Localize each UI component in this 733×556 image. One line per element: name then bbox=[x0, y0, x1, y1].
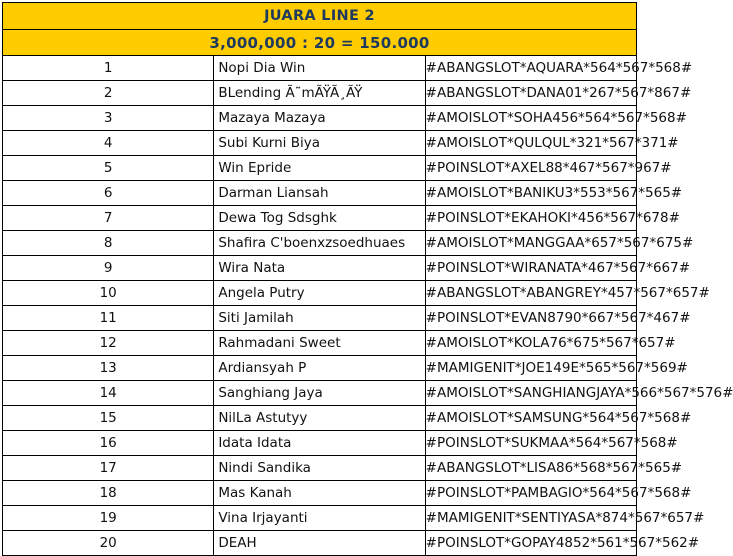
winner-code: #AMOISLOT*KOLA76*675*567*657# bbox=[425, 331, 636, 356]
table-row bbox=[3, 306, 637, 331]
winner-name: BLending Ã˜mÃŸÃ¸ÃŸ bbox=[214, 81, 425, 106]
row-number: 15 bbox=[3, 406, 214, 431]
winner-name: NilLa Astutyy bbox=[214, 406, 425, 431]
winner-name: Darman Liansah bbox=[214, 181, 425, 206]
winner-code: #ABANGSLOT*AQUARA*564*567*568# bbox=[425, 56, 636, 81]
winner-code: #POINSLOT*GOPAY4852*561*567*562# bbox=[425, 531, 636, 556]
winner-name: Angela Putry bbox=[214, 281, 425, 306]
table-row bbox=[3, 406, 637, 431]
winner-code: #POINSLOT*SUKMAA*564*567*568# bbox=[425, 431, 636, 456]
table-row bbox=[3, 531, 637, 556]
winners-sheet bbox=[2, 2, 733, 556]
table-row bbox=[3, 506, 637, 531]
winner-code: #POINSLOT*WIRANATA*467*567*667# bbox=[425, 256, 636, 281]
table-row bbox=[3, 231, 637, 256]
winner-code: #AMOISLOT*QULQUL*321*567*371# bbox=[425, 131, 636, 156]
table-row bbox=[3, 356, 637, 381]
table-row bbox=[3, 81, 637, 106]
table-row bbox=[3, 456, 637, 481]
row-number: 20 bbox=[3, 531, 214, 556]
winner-code: #AMOISLOT*MANGGAA*657*567*675# bbox=[425, 231, 636, 256]
winner-code: #AMOISLOT*SOHA456*564*567*568# bbox=[425, 106, 636, 131]
winner-code: #POINSLOT*EKAHOKI*456*567*678# bbox=[425, 206, 636, 231]
subtitle-row bbox=[3, 30, 637, 56]
winner-name: Vina Irjayanti bbox=[214, 506, 425, 531]
sheet-title: JUARA LINE 2 bbox=[3, 3, 637, 30]
table-row bbox=[3, 381, 637, 406]
winner-code: #POINSLOT*PAMBAGIO*564*567*568# bbox=[425, 481, 636, 506]
table-row bbox=[3, 106, 637, 131]
row-number: 14 bbox=[3, 381, 214, 406]
row-number: 18 bbox=[3, 481, 214, 506]
row-number: 19 bbox=[3, 506, 214, 531]
row-number: 12 bbox=[3, 331, 214, 356]
table-row bbox=[3, 431, 637, 456]
winner-code: #ABANGSLOT*LISA86*568*567*565# bbox=[425, 456, 636, 481]
winner-name: Shafira C'boenxzsoedhuaes bbox=[214, 231, 425, 256]
row-number: 7 bbox=[3, 206, 214, 231]
winner-name: DEAH bbox=[214, 531, 425, 556]
winner-name: Wira Nata bbox=[214, 256, 425, 281]
row-number: 16 bbox=[3, 431, 214, 456]
winner-name: Sanghiang Jaya bbox=[214, 381, 425, 406]
table-row bbox=[3, 281, 637, 306]
winner-code: #AMOISLOT*SAMSUNG*564*567*568# bbox=[425, 406, 636, 431]
row-number: 4 bbox=[3, 131, 214, 156]
row-number: 1 bbox=[3, 56, 214, 81]
row-number: 13 bbox=[3, 356, 214, 381]
winner-code: #MAMIGENIT*JOE149E*565*567*569# bbox=[425, 356, 636, 381]
winner-name: Mazaya Mazaya bbox=[214, 106, 425, 131]
winner-name: Subi Kurni Biya bbox=[214, 131, 425, 156]
winner-name: Idata Idata bbox=[214, 431, 425, 456]
table-row bbox=[3, 181, 637, 206]
winner-name: Win Epride bbox=[214, 156, 425, 181]
row-number: 3 bbox=[3, 106, 214, 131]
table-row bbox=[3, 206, 637, 231]
winner-name: Ardiansyah P bbox=[214, 356, 425, 381]
winner-code: #MAMIGENIT*SENTIYASA*874*567*657# bbox=[425, 506, 636, 531]
row-number: 17 bbox=[3, 456, 214, 481]
winner-name: Nindi Sandika bbox=[214, 456, 425, 481]
row-number: 6 bbox=[3, 181, 214, 206]
prize-formula: 3,000,000 : 20 = 150.000 bbox=[3, 30, 637, 56]
table-row bbox=[3, 331, 637, 356]
row-number: 8 bbox=[3, 231, 214, 256]
winner-name: Siti Jamilah bbox=[214, 306, 425, 331]
table-row bbox=[3, 56, 637, 81]
winner-code: #AMOISLOT*SANGHIANGJAYA*566*567*576# bbox=[425, 381, 636, 406]
winners-table bbox=[2, 2, 733, 556]
table-row bbox=[3, 256, 637, 281]
row-number: 2 bbox=[3, 81, 214, 106]
table-row bbox=[3, 156, 637, 181]
row-number: 10 bbox=[3, 281, 214, 306]
row-number: 11 bbox=[3, 306, 214, 331]
winner-code: #ABANGSLOT*ABANGREY*457*567*657# bbox=[425, 281, 636, 306]
winner-name: Mas Kanah bbox=[214, 481, 425, 506]
winner-name: Dewa Tog Sdsghk bbox=[214, 206, 425, 231]
winner-code: #POINSLOT*EVAN8790*667*567*467# bbox=[425, 306, 636, 331]
row-number: 5 bbox=[3, 156, 214, 181]
title-row bbox=[3, 3, 637, 30]
table-row bbox=[3, 481, 637, 506]
winner-code: #ABANGSLOT*DANA01*267*567*867# bbox=[425, 81, 636, 106]
winner-code: #AMOISLOT*BANIKU3*553*567*565# bbox=[425, 181, 636, 206]
row-number: 9 bbox=[3, 256, 214, 281]
winner-code: #POINSLOT*AXEL88*467*567*967# bbox=[425, 156, 636, 181]
winner-name: Nopi Dia Win bbox=[214, 56, 425, 81]
table-row bbox=[3, 131, 637, 156]
winner-name: Rahmadani Sweet bbox=[214, 331, 425, 356]
